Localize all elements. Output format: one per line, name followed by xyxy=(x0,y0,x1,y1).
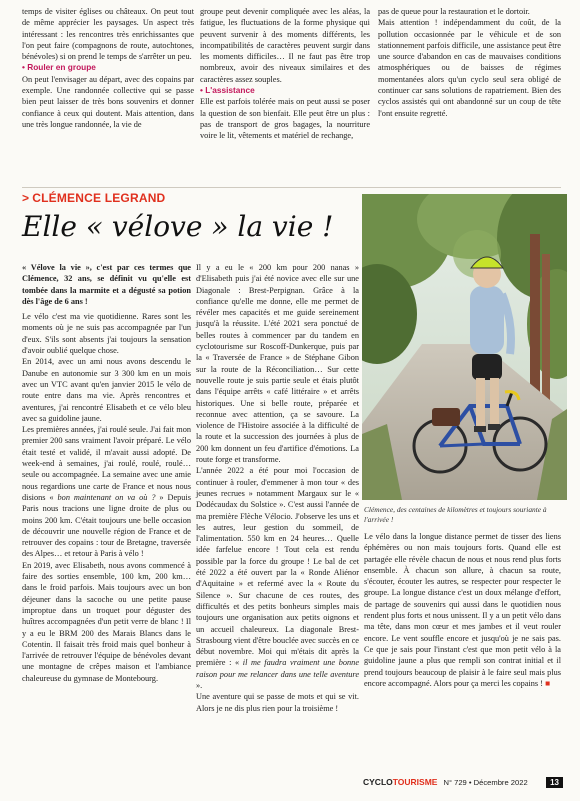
article-column-2 xyxy=(196,262,359,714)
magazine-logo xyxy=(363,777,437,787)
article-para-a2: En 2014, avec un ami nous avons descendu le Danube en autonomie sur 3 300 km en un mois avec un VTC avant qu'en janvier 2015 le vélo de route entre dans ma vie. Après rencontres et aventures, j'ai rencontré Elisabeth et ce vélo bleu avec sa guidoline jaune. xyxy=(22,357,191,423)
top-column-1 xyxy=(22,6,194,130)
article-para-c1-text: Le vélo dans la longue distance permet de tisser des liens éphémères ou non mais toujours forts. Quand elle est partagée elle révèle chacun de nous et nous rend plus forts ensemble. À chacun son allure, à chacun sa route, s'écouter, écouter les autres, se respecter pour respecter le groupe. La longue distance c'est un doux mélange d'effort, de partage de souvenirs qui aussi dans le quotidien nous rendent plus forts et nous unissent. Il y a un petit vélo dans ma tête, dans mon cœur et mes jambes et il veut rouler encore. Le vent souffle encore et jusqu'où je ne sais pas. Ce que je sais pour l'instant c'est que mon petit vélo à la guidoline jaune a plus que rempli son contrat initial et il prend toujours beaucoup de plaisir à le faire seul mais plus encore accompagné. Alors pour ça merci les copains ! xyxy=(364,532,561,688)
top-col1-para-b: On peut l'envisager au départ, avec des copains par exemple. Une randonnée collective qui se passe bien peut laisser de très bons souvenirs et donner confiance à ceux qui doutent. Mais attention, dans une très longue randonnée, la vie de xyxy=(22,74,194,129)
top-col3-para-a: pas de queue pour la restauration et le dortoir. xyxy=(378,7,530,16)
section-divider xyxy=(22,187,561,188)
article-para-a3-pre: Les premières années, j'ai roulé seule. J'ai fait mon premier 200 sans vraiment l'avoir préparé. Le vélo était testé et validé, il m'avait aussi adopté. De week-end à semaines, j'ai roulé, roulé, roulé… seule ou accompagnée. La semaine avec une amie nous regardions une carte de France et nous nous disions « xyxy=(22,425,191,502)
author-heading xyxy=(22,191,165,205)
article-para-b3: Une aventure qui se passe de mots et qui se vit. Alors je ne dis plus rien pour la troisième ! xyxy=(196,692,359,713)
article-title: Elle « vélove » la vie ! xyxy=(22,210,334,243)
article-column-1 xyxy=(22,262,191,684)
top-col3-para-b: Mais attention ! indépendamment du coût, de la pollution occasionnée par le véhicule et de son stationnement parfois difficile, une assistance peut être une source d'abandon en cas de mauvaises conditions atmosphériques ou de baisses de régimes momentanées alors qu'un cyclo seul sera obligé de continuer car sans solutions de rapatriement. Bien des cyclos assistés qui ont abandonné sur un coup de tête l'ont ensuite regretté. xyxy=(378,18,561,118)
article-para-a1: Le vélo c'est ma vie quotidienne. Rares sont les moments où je ne suis pas accompagnée par l'un d'eux. S'ils sont absents j'ai toujours la sensation d'avoir oublié quelque chose. xyxy=(22,312,191,356)
article-para-b2-quote: il me faudra vraiment une bonne raison pour me relancer dans une telle aventure xyxy=(196,658,360,679)
chevron-right-icon: > xyxy=(22,191,30,205)
article-para-a3 xyxy=(22,424,191,560)
article-column-3 xyxy=(364,531,561,689)
article-para-a4: En 2019, avec Elisabeth, nous avons commencé à faire des sorties ensemble, 100 km, 200 km… dans le froid parfois. Mais toujours avec un bon déjeuner dans la sacoche ou une petite pause improptue dans un troquet pour déguster des huîtres accompagnées d'un petit verre de blanc ! Il y a eu le BRM 200 des Marais Blancs dans le Cotentin. Il faisait très froid mais quel bonheur à l'arrivée de retrouver l'équipe de bénévoles devant une montagne de crêpes maison et l'ambiance chaleureuse du gymnase de Montebourg. xyxy=(22,560,191,683)
article-para-b2-main: L'année 2022 a été pour moi l'occasion de continuer à rouler, d'emmener à mon tour « des jeunes recrues » notamment Margaux sur le « Dodécaudax du Solstice ». C'est aussi l'année de ma première Flèche Vélocio. J'observe les uns et les autres, leur gestion du sommeil, de l'alimentation. 550 km en 24 heures… Quelle idée farfelue encore ! Tout cela est rendu possible par la force du groupe ! Le bal de cet été 2022 a été ouvert par la « Ronde Aliénor d'Aquitaine » et refermé avec la « Route du Silence ». Sur chacune de ces routes, des difficultés et des petits bonheurs simples mais toujours une organisation aux petits oignons et un accueil chaleureux. La diagonale Brest-Strasbourg vient d'être bouclée avec succès en ce début novembre. Moi qui m'étais dit après la première : « xyxy=(196,466,359,668)
top-col2-para-b: Elle est parfois tolérée mais on peut aussi se poser la question de son bienfait. Elle peut être un plus : pas de transport de gros bagages, la nourriture voire le lit, vêtements et matériel de rechange, xyxy=(200,97,370,141)
subhead-rouler-en-groupe: • Rouler en groupe xyxy=(22,62,96,73)
article-para-b2 xyxy=(196,465,359,691)
cyclist-photo-illustration xyxy=(362,194,567,500)
logo-main: CYCLO xyxy=(363,777,393,787)
cyclist-photo xyxy=(362,194,567,500)
author-name: CLÉMENCE LEGRAND xyxy=(32,191,166,205)
top-col2-para-a: groupe peut devenir compliquée avec les aléas, la fatigue, les fluctuations de la forme physique qui peuvent survenir à des moments différents, les incompatibilités de caractères peuvent surgir dans les moments difficiles… Il ne faut pas être trop nombreux, avoir des niveaux similaires et des caractères assez souples. xyxy=(200,7,370,84)
photo-caption: Clémence, des centaines de kilomètres et toujours souriante à l'arrivée ! xyxy=(364,505,547,524)
top-column-2 xyxy=(200,6,370,142)
article-para-b1: Il y a eu le « 200 km pour 200 nanas » d'Elisabeth puis j'ai été novice avec elle sur une Diagonale : Brest-Perpignan. Grâce à la confiance qu'elle me donne, elle me permet de révéler mes capacités et me guide sereinement jusqu'à la réussite. L'été 2021 sera ponctué de belles routes à commencer par du tandem en cyclotourisme sur Roscoff-Dunkerque, puis par la « Traversée de France » de Stéphane Gibon sur la route de la Réconciliation… Sur cette nouvelle route je suis partie seule et étais plutôt dans l'équipe arrêts « café littéraire » et arrêts historiques. Une si belle route, préparée et reconnue avec attention, ça se savoure. La violence de l'Histoire associée à la difficulté de la route et la succession des journées à plus de 200 km donnent un feu d'artifice d'émotions. La route forge et transforme. xyxy=(196,263,359,465)
page-number: 13 xyxy=(546,777,563,788)
article-para-c1 xyxy=(364,531,561,689)
logo-accent: TOURISME xyxy=(392,777,438,787)
article-para-b2-post: ». xyxy=(196,680,203,690)
page-footer xyxy=(363,775,563,789)
end-of-article-icon: ■ xyxy=(545,678,551,688)
article-para-a3-post: » Depuis Paris nous tracions une ligne droite de plus ou moins 200 km. C'était toujours une belle occasion de découvrir une nouvelle région de France et de retrouver des copains : tour de Bretagne, traversée des Alpes… et retour à Paris à vélo ! xyxy=(22,492,191,559)
top-column-3 xyxy=(378,6,561,119)
top-col1-para-a: temps de visiter églises ou châteaux. On peut tout de même apprécier les paysages. Un aspect très intéressant : les rencontres très enrichissantes que l'on peut faire (compagnons de route, autochtones, bénévoles) si on prend le temps de s'arrêter un peu. xyxy=(22,7,194,62)
subhead-assistance: • L'assistance xyxy=(200,85,255,96)
issue-info: N° 729 • Décembre 2022 xyxy=(443,777,528,787)
article-lead: « Vélove la vie », c'est par ces termes que Clémence, 32 ans, se définit vu qu'elle est tombée dans la marmite et a dégusté sa potion dès l'âge de 6 ans ! xyxy=(22,263,191,306)
article-para-a3-quote: bon maintenant on va où ? xyxy=(53,492,156,502)
